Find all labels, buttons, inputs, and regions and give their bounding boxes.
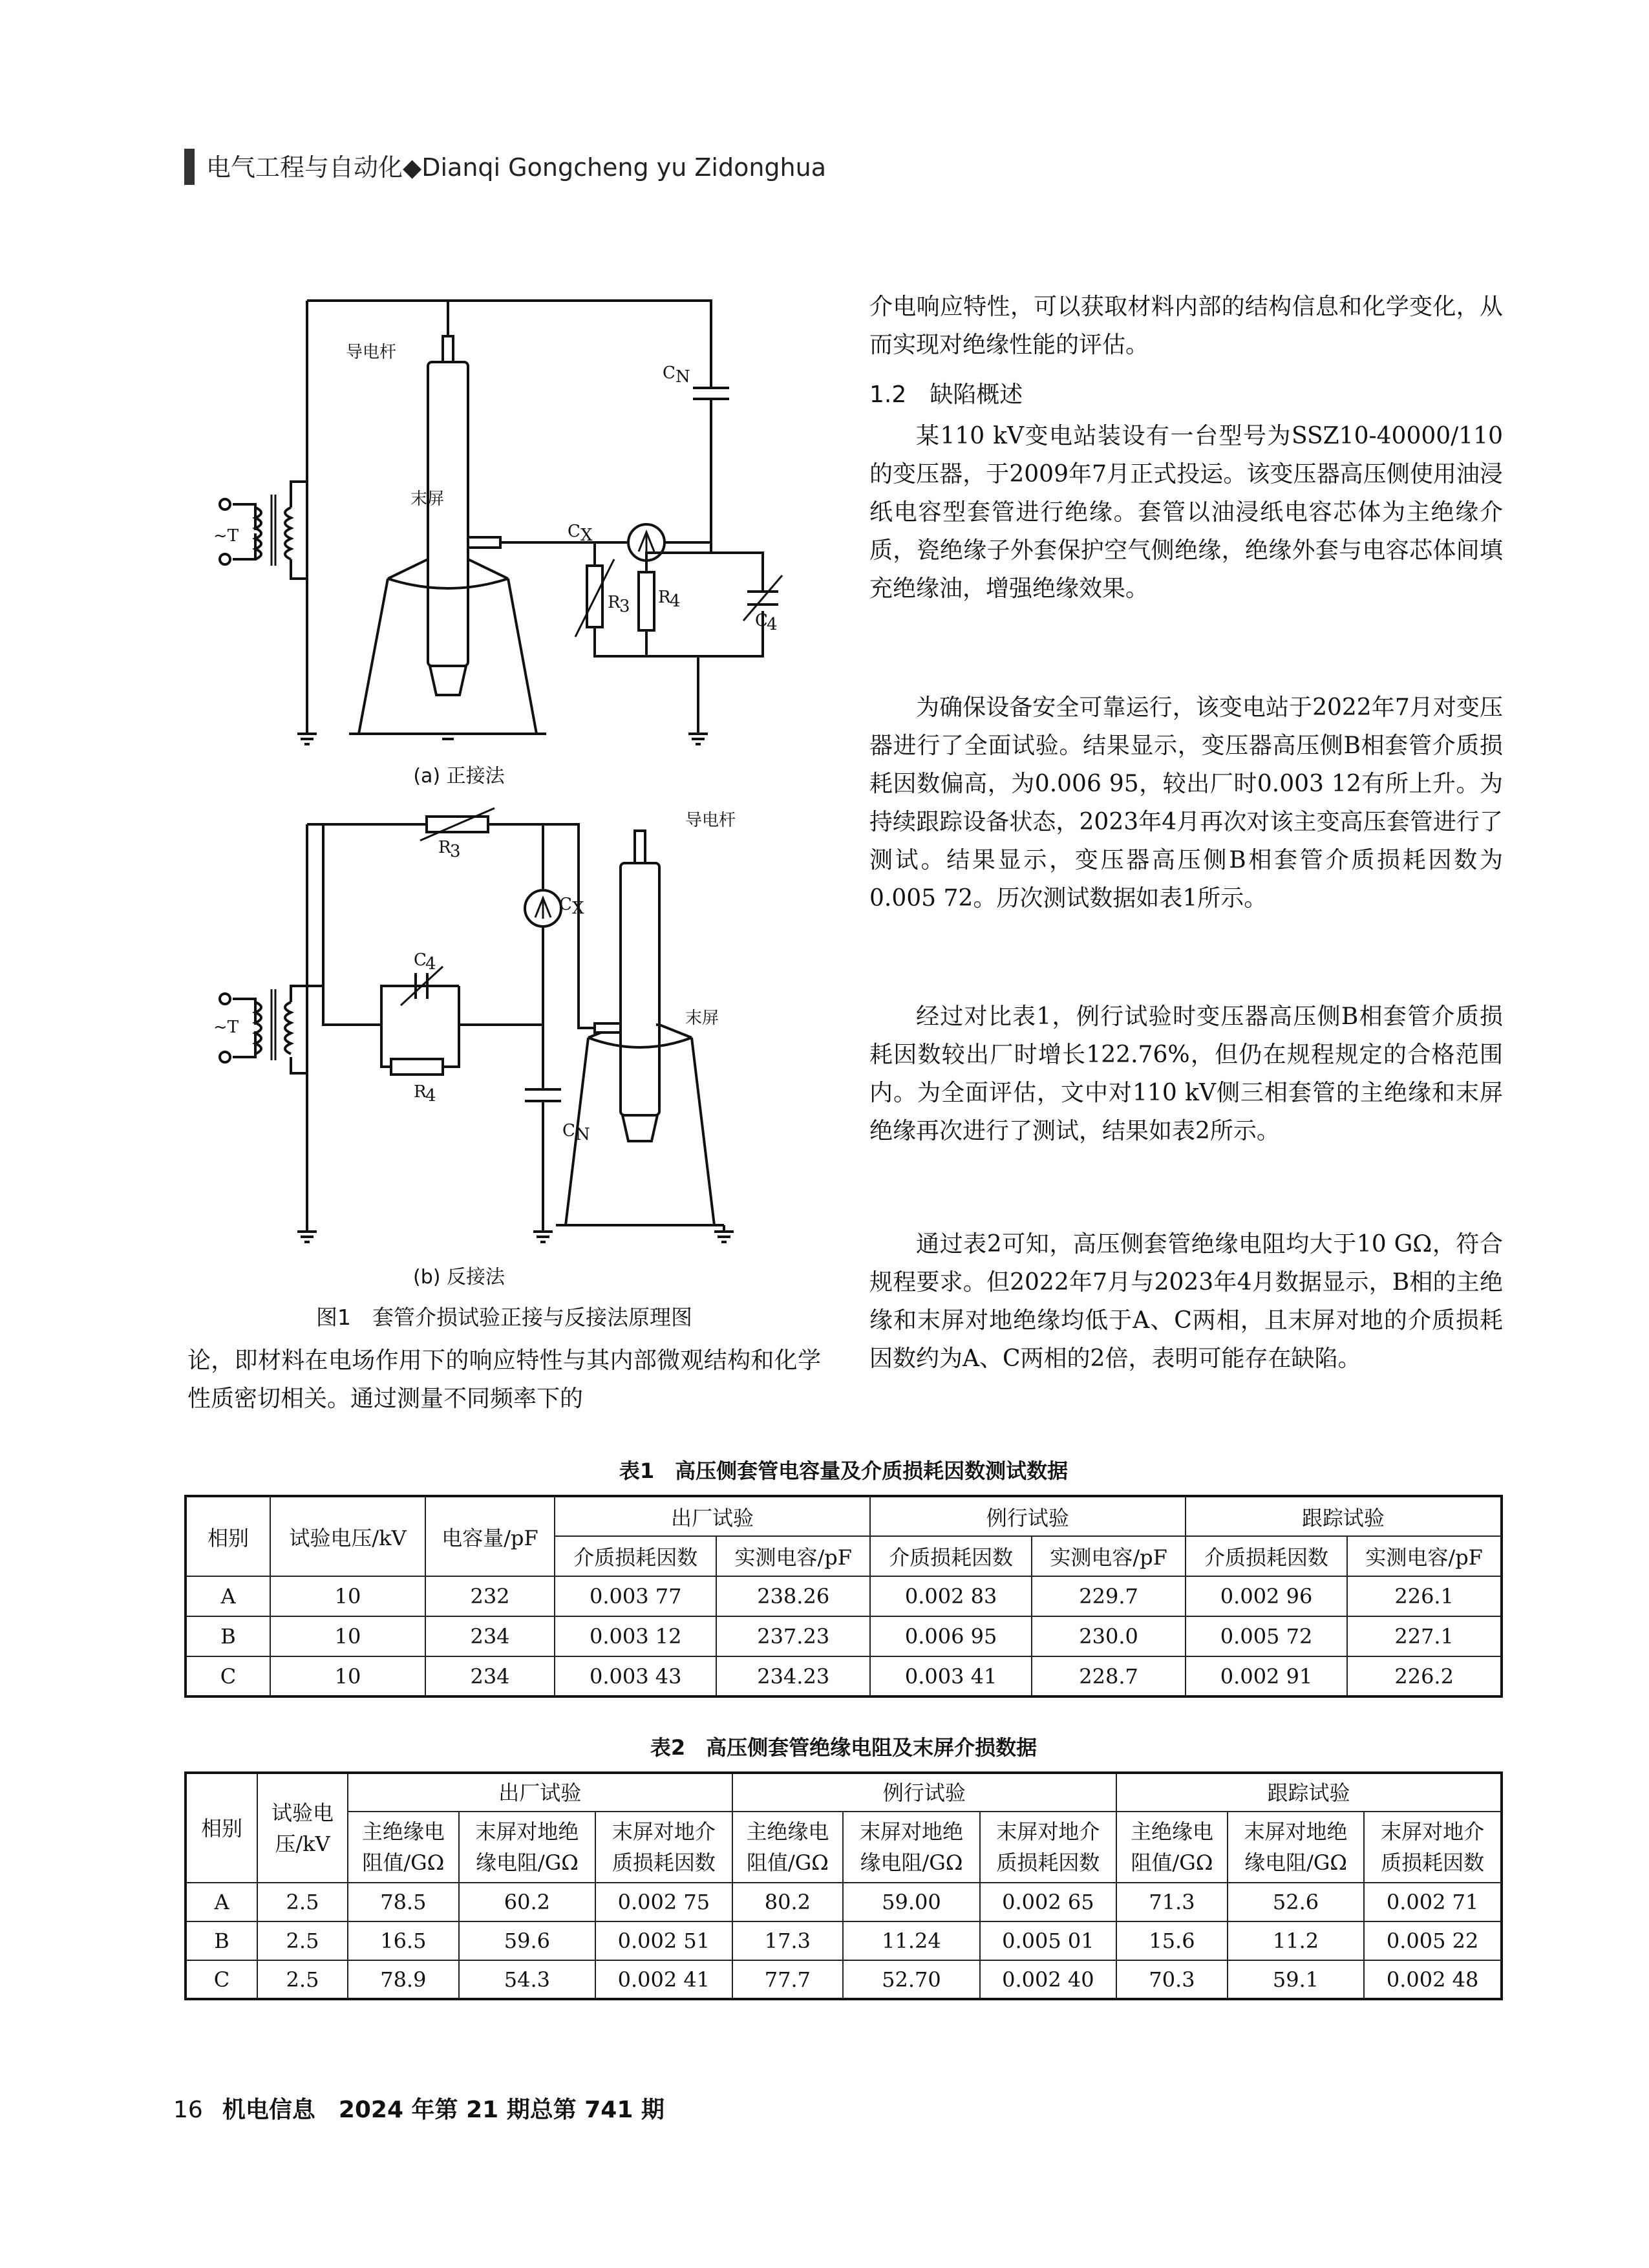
cell: 2.5 (257, 1921, 348, 1960)
t2-sub-l1: 末屏对地绝 (1244, 1819, 1348, 1844)
cell: 15.6 (1116, 1921, 1228, 1960)
t2-h-sub (843, 1812, 979, 1883)
t1-h-sub: 介质损耗因数 (555, 1536, 716, 1576)
t2-h-sub (980, 1812, 1116, 1883)
figure-caption: 图1 套管介损试验正接与反接法原理图 (316, 1305, 692, 1330)
header-title: 电气工程与自动化◆Dianqi Gongcheng yu Zidonghua (206, 153, 826, 182)
cell: 0.005 01 (980, 1921, 1116, 1960)
circuit-diagrams-svg (194, 288, 814, 1296)
t2-h-sub (732, 1812, 844, 1883)
label-c4-sub-b: 4 (425, 954, 436, 974)
cell: 0.003 43 (555, 1656, 716, 1696)
journal-info: 机电信息 2024 年第 21 期总第 741 期 (222, 2097, 665, 2123)
label-rod-a: 导电杆 (346, 343, 397, 362)
cell: 230.0 (1032, 1616, 1185, 1656)
page-footer (173, 2091, 665, 2124)
label-c4-sub-a: 4 (767, 615, 778, 634)
paragraph-r1: 介电响应特性，可以获取材料内部的结构信息和化学变化，从而实现对绝缘性能的评估。 (869, 294, 1503, 358)
cell: 226.1 (1347, 1576, 1502, 1616)
page-number: 16 (173, 2097, 203, 2123)
t2-h-group: 跟踪试验 (1116, 1773, 1502, 1812)
cell: 0.003 77 (555, 1576, 716, 1616)
cell: 0.002 83 (870, 1576, 1032, 1616)
table-row (186, 1960, 1502, 1999)
label-cx-sub-b: X (572, 899, 584, 918)
label-screen-a: 末屏 (410, 489, 445, 509)
cell: 0.002 65 (980, 1883, 1116, 1921)
cell: 16.5 (348, 1921, 459, 1960)
cell: 0.005 22 (1364, 1921, 1502, 1960)
t1-h-cap: 电容量/pF (425, 1496, 555, 1576)
cell: 2.5 (257, 1883, 348, 1921)
t2-h-phase: 相别 (186, 1773, 257, 1883)
cell: 0.002 40 (980, 1960, 1116, 1999)
label-r4-b: R (414, 1082, 427, 1102)
t2-sub-l2: 缘电阻/GΩ (860, 1850, 963, 1875)
cell: 0.003 41 (870, 1656, 1032, 1696)
t2-sub-l2: 阻值/GΩ (362, 1850, 445, 1875)
t2-h-sub (1116, 1812, 1228, 1883)
cell: 238.26 (716, 1576, 869, 1616)
cell: 0.002 51 (595, 1921, 732, 1960)
t1-h-group: 跟踪试验 (1186, 1496, 1502, 1536)
t1-h-sub: 实测电容/pF (1032, 1536, 1185, 1576)
t1-h-sub: 实测电容/pF (716, 1536, 869, 1576)
paragraph-r4: 经过对比表1，例行试验时变压器高压侧B相套管介质损耗因数较出厂时增长122.76%，但仍在规程规定的合格范围内。为全面评估，文中对110 kV侧三相套管的主绝缘和末屏绝缘再次进行了测试，结果如表2所示。 (869, 1003, 1503, 1144)
cell: 0.003 12 (555, 1616, 716, 1656)
t2-sub-l2: 质损耗因数 (612, 1850, 716, 1875)
cell: 0.005 72 (1186, 1616, 1347, 1656)
cell: 78.5 (348, 1883, 459, 1921)
t1-h-group: 例行试验 (870, 1496, 1186, 1536)
cell: 0.002 71 (1364, 1883, 1502, 1921)
t2-sub-l2: 阻值/GΩ (746, 1850, 829, 1875)
t1-h-sub: 实测电容/pF (1347, 1536, 1502, 1576)
t2-sub-l2: 缘电阻/GΩ (1244, 1850, 1347, 1875)
cell: 234 (425, 1616, 555, 1656)
cell: 227.1 (1347, 1616, 1502, 1656)
t2-sub-l1: 主绝缘电 (361, 1819, 445, 1844)
label-cn-sub-b: N (575, 1125, 590, 1144)
cell: 2.5 (257, 1960, 348, 1999)
circuit-figure (194, 288, 814, 1354)
label-rod-b: 导电杆 (685, 811, 736, 830)
label-c4-b: C (414, 950, 427, 970)
cell: B (186, 1921, 257, 1960)
cell: 11.2 (1228, 1921, 1364, 1960)
label-cn-b: C (562, 1121, 575, 1140)
diagram-a (220, 301, 782, 744)
t2-h-group: 例行试验 (732, 1773, 1117, 1812)
label-r4-sub-b: 4 (425, 1086, 436, 1106)
paragraph-r3: 为确保设备安全可靠运行，该变电站于2022年7月对变压器进行了全面试验。结果显示，变压器高压侧B相套管介质损耗因数偏高，为0.006 95，较出厂时0.003 12有所上升。为持续跟踪设备状态，2023年4月再次对该主变高压套管进行了测试。结果显示，变压器高压侧B相套管介质损耗因数为0.005 72。历次测试数据如表1所示。 (869, 694, 1503, 912)
diagram-b (220, 808, 734, 1242)
label-cx-a: C (568, 522, 580, 541)
label-r3-sub-a: 3 (619, 597, 630, 616)
section-heading-1-2: 1.2 缺陷概述 (869, 381, 1023, 408)
cell: 10 (270, 1576, 425, 1616)
paragraph-r5: 通过表2可知，高压侧套管绝缘电阻均大于10 GΩ，符合规程要求。但2022年7月与2023年4月数据显示，B相的主绝缘和末屏对地绝缘均低于A、C两相，且末屏对地的介质损耗因数约为A、C两相的2倍，表明可能存在缺陷。 (869, 1231, 1503, 1372)
running-header (184, 144, 1477, 189)
table-row (186, 1921, 1502, 1960)
cell: A (186, 1883, 257, 1921)
t2-sub-l1: 末屏对地介 (1381, 1819, 1485, 1844)
table2-caption: 表2 高压侧套管绝缘电阻及末屏介损数据 (650, 1735, 1037, 1760)
label-cx-b: C (559, 895, 572, 914)
cell: 10 (270, 1656, 425, 1696)
cell: 234 (425, 1656, 555, 1696)
cell: 237.23 (716, 1616, 869, 1656)
table1-caption: 表1 高压侧套管电容量及介质损耗因数测试数据 (619, 1459, 1069, 1483)
paragraph-l1: 论，即材料在电场作用下的响应特性与其内部微观结构和化学性质密切相关。通过测量不同频率下的 (187, 1347, 821, 1412)
cell: 226.2 (1347, 1656, 1502, 1696)
cell: 11.24 (843, 1921, 979, 1960)
cell: 0.006 95 (870, 1616, 1032, 1656)
table1 (184, 1495, 1503, 1698)
t1-h-sub: 介质损耗因数 (870, 1536, 1032, 1576)
cell: 17.3 (732, 1921, 844, 1960)
t2-h-sub (348, 1812, 459, 1883)
label-r4-a: R (658, 588, 671, 607)
cell: 80.2 (732, 1883, 844, 1921)
t2-h-voltage-line2: 压/kV (275, 1831, 330, 1856)
label-c4-a: C (755, 611, 768, 630)
cell: C (186, 1656, 270, 1696)
t2-h-group: 出厂试验 (348, 1773, 732, 1812)
t2-h-voltage-line1: 试验电 (271, 1800, 334, 1825)
t1-h-phase: 相别 (186, 1496, 270, 1576)
cell: 54.3 (459, 1960, 595, 1999)
cell: 60.2 (459, 1883, 595, 1921)
cell: 59.00 (843, 1883, 979, 1921)
t1-h-sub: 介质损耗因数 (1186, 1536, 1347, 1576)
t2-h-sub (459, 1812, 595, 1883)
cell: 228.7 (1032, 1656, 1185, 1696)
paragraph-r2: 某110 kV变电站装设有一台型号为SSZ10-40000/110的变压器，于2009年7月正式投运。该变压器高压侧使用油浸纸电容型套管进行绝缘。套管以油浸纸电容芯体为主绝缘介质，瓷绝缘子外套保护空气侧绝缘，绝缘外套与电容芯体间填充绝缘油，增强绝缘效果。 (869, 423, 1503, 602)
cell: C (186, 1960, 257, 1999)
cell: 229.7 (1032, 1576, 1185, 1616)
label-cn-sub-a: N (676, 367, 690, 387)
cell: 10 (270, 1616, 425, 1656)
t1-h-voltage: 试验电压/kV (270, 1496, 425, 1576)
cell: 0.002 48 (1364, 1960, 1502, 1999)
label-t-b: ~T (213, 1018, 239, 1037)
label-screen-b: 末屏 (685, 1009, 719, 1028)
cell: B (186, 1616, 270, 1656)
subcaption-a: (a) 正接法 (413, 765, 505, 787)
cell: 78.9 (348, 1960, 459, 1999)
table-row (186, 1576, 1502, 1616)
t2-sub-l2: 质损耗因数 (1381, 1850, 1485, 1875)
label-t-a: ~T (213, 526, 239, 546)
cell: A (186, 1576, 270, 1616)
cell: 52.6 (1228, 1883, 1364, 1921)
cell: 0.002 75 (595, 1883, 732, 1921)
t2-h-sub (595, 1812, 732, 1883)
cell: 59.1 (1228, 1960, 1364, 1999)
table-row (186, 1616, 1502, 1656)
t2-sub-l2: 质损耗因数 (996, 1850, 1100, 1875)
cell: 0.002 96 (1186, 1576, 1347, 1616)
label-r4-sub-a: 4 (670, 592, 681, 611)
label-r3-a: R (608, 593, 621, 612)
t2-sub-l1: 主绝缘电 (1130, 1819, 1213, 1844)
cell: 0.002 41 (595, 1960, 732, 1999)
cell: 0.002 91 (1186, 1656, 1347, 1696)
t2-h-voltage (257, 1773, 348, 1883)
label-r3-b: R (438, 838, 451, 857)
t2-sub-l1: 末屏对地绝 (475, 1819, 579, 1844)
t2-sub-l1: 末屏对地介 (612, 1819, 716, 1844)
t2-sub-l1: 末屏对地介 (996, 1819, 1100, 1844)
cell: 70.3 (1116, 1960, 1228, 1999)
cell: 71.3 (1116, 1883, 1228, 1921)
table-row (186, 1883, 1502, 1921)
cell: 234.23 (716, 1656, 869, 1696)
t2-h-sub (1228, 1812, 1364, 1883)
cell: 77.7 (732, 1960, 844, 1999)
t2-sub-l1: 末屏对地绝 (859, 1819, 963, 1844)
header-bar (184, 149, 195, 185)
table2 (184, 1771, 1503, 2000)
label-cx-sub-a: X (580, 526, 593, 545)
t1-h-group: 出厂试验 (555, 1496, 870, 1536)
cell: 52.70 (843, 1960, 979, 1999)
cell: 59.6 (459, 1921, 595, 1960)
label-r3-sub-b: 3 (450, 842, 461, 861)
subcaption-b: (b) 反接法 (413, 1266, 505, 1289)
t2-sub-l2: 阻值/GΩ (1131, 1850, 1213, 1875)
t2-sub-l1: 主绝缘电 (746, 1819, 829, 1844)
t2-sub-l2: 缘电阻/GΩ (475, 1850, 579, 1875)
table-row (186, 1656, 1502, 1696)
cell: 232 (425, 1576, 555, 1616)
label-cn-a: C (663, 363, 676, 383)
t2-h-sub (1364, 1812, 1502, 1883)
